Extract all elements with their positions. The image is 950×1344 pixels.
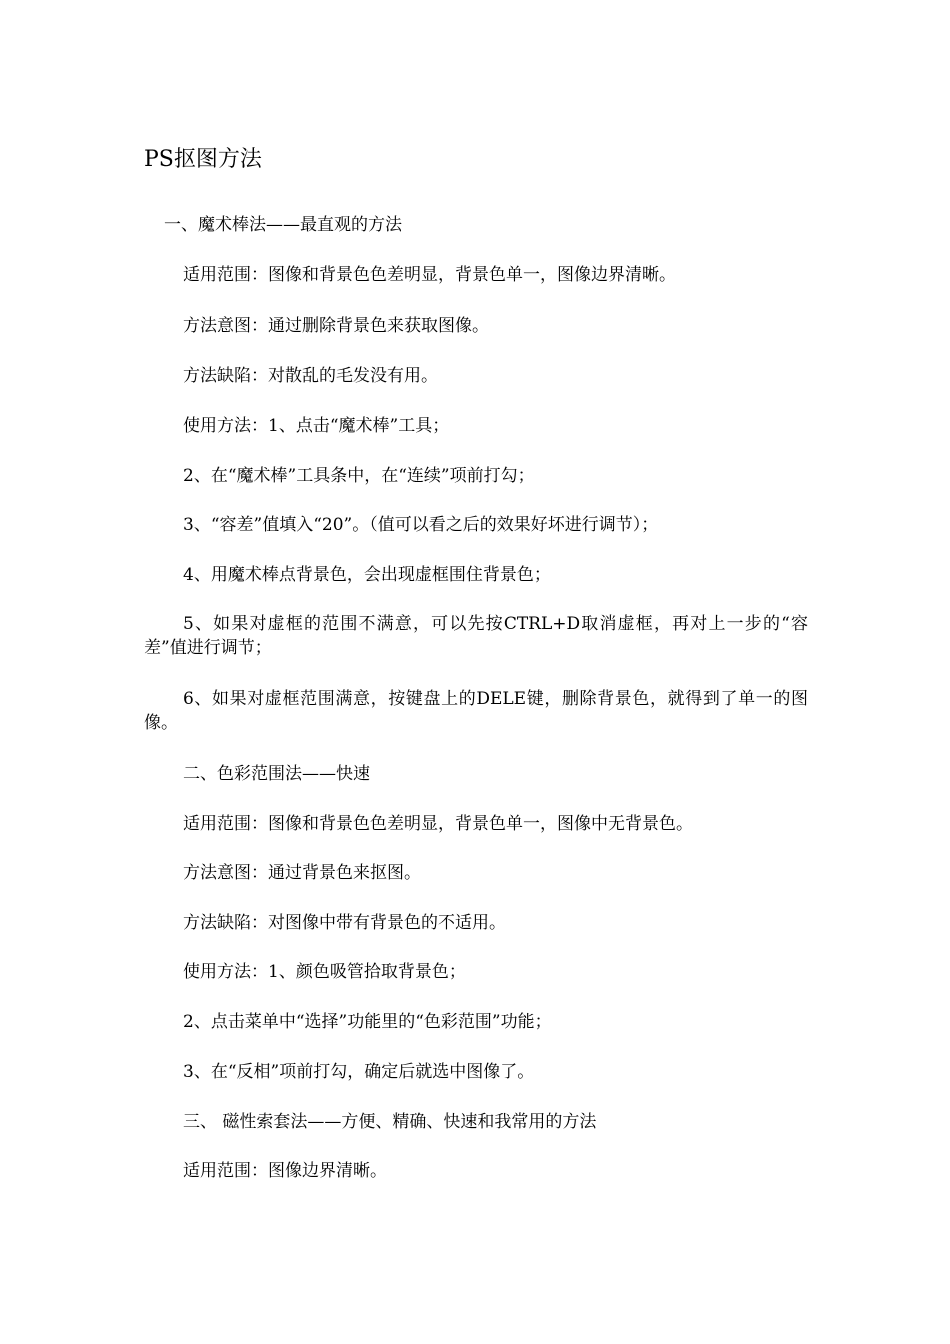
section-heading-color-range: 二、色彩范围法——快速 (183, 764, 370, 784)
paragraph-step-2: 2、点击菜单中“选择”功能里的“色彩范围”功能； (183, 1012, 552, 1032)
paragraph-intent: 方法意图：通过背景色来抠图。 (183, 863, 421, 883)
paragraph-step-4: 4、用魔术棒点背景色，会出现虚框围住背景色； (183, 565, 551, 585)
paragraph-intent: 方法意图：通过删除背景色来获取图像。 (183, 316, 489, 336)
paragraph-scope: 适用范围：图像和背景色色差明显，背景色单一，图像中无背景色。 (183, 814, 693, 834)
paragraph-step-3: 3、“容差”值填入“20”。（值可以看之后的效果好坏进行调节）； (183, 515, 659, 535)
paragraph-step-3: 3、在“反相”项前打勾，确定后就选中图像了。 (183, 1062, 535, 1082)
paragraph-scope: 适用范围：图像边界清晰。 (183, 1161, 387, 1181)
section-heading-magic-wand: 一、魔术棒法——最直观的方法 (164, 215, 402, 235)
paragraph-usage: 使用方法：1、颜色吸管拾取背景色； (183, 962, 466, 982)
paragraph-step-6: 6、如果对虚框范围满意，按键盘上的DELE键，删除背景色，就得到了单一的图像。 (144, 689, 808, 733)
paragraph-scope: 适用范围：图像和背景色色差明显，背景色单一，图像边界清晰。 (183, 265, 676, 285)
paragraph-usage: 使用方法：1、点击“魔术棒”工具； (183, 416, 450, 436)
paragraph-defect: 方法缺陷：对散乱的毛发没有用。 (183, 366, 438, 386)
document-title: PS抠图方法 (144, 147, 262, 172)
paragraph-step-2: 2、在“魔术棒”工具条中，在“连续”项前打勾； (183, 466, 535, 486)
paragraph-defect: 方法缺陷：对图像中带有背景色的不适用。 (183, 913, 506, 933)
section-heading-magnetic-lasso: 三、 磁性索套法——方便、精确、快速和我常用的方法 (183, 1112, 597, 1132)
paragraph-step-5: 5、如果对虚框的范围不满意，可以先按CTRL+D取消虚框，再对上一步的“容差”值进行调节； (144, 614, 808, 658)
